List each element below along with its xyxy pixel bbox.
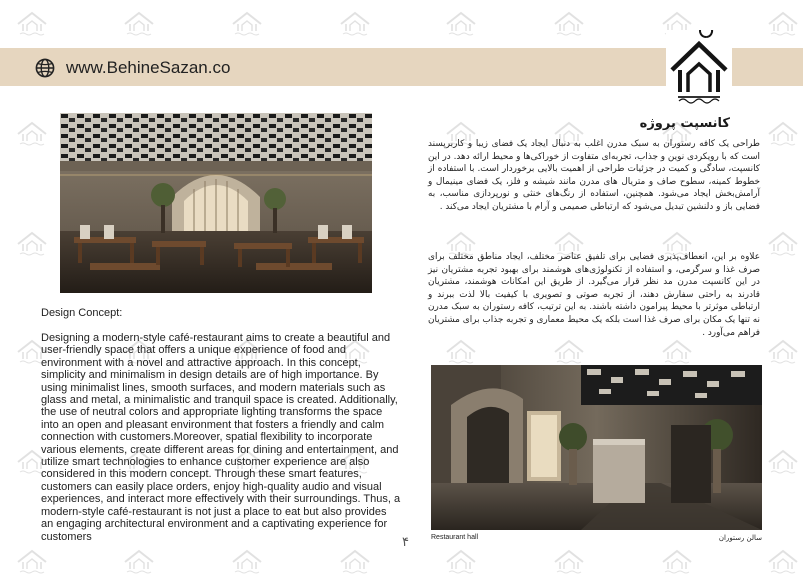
watermark-logo-icon (338, 10, 372, 36)
watermark-logo-icon (444, 10, 478, 36)
watermark-logo-icon (15, 120, 49, 146)
watermark-logo-icon (444, 548, 478, 574)
page-number: ۴ (402, 535, 409, 550)
watermark-logo-icon (338, 548, 372, 574)
watermark-logo-icon (552, 338, 586, 364)
watermark-logo-icon (122, 10, 156, 36)
watermark-logo-icon (766, 10, 800, 36)
watermark-logo-icon (552, 548, 586, 574)
watermark-logo-icon (766, 338, 800, 364)
watermark-logo-icon (766, 448, 800, 474)
photo-caption-english: Restaurant hall (431, 534, 479, 541)
restaurant-dining-area-photo (60, 113, 372, 293)
watermark-logo-icon (15, 548, 49, 574)
watermark-logo-icon (230, 10, 264, 36)
watermark-logo-icon (444, 338, 478, 364)
watermark-logo-icon (660, 338, 694, 364)
watermark-logo-icon (15, 230, 49, 256)
globe-icon (35, 58, 55, 78)
watermark-logo-icon (660, 548, 694, 574)
persian-paragraph-1: طراحی یک کافه رستوران به سبک مدرن اغلب به دنبال ایجاد یک فضای زیبا و کاربرپسند است که با رویکردی نوین و جذاب، تجربه‌ای متفاوت از خوراکی‌ها و محیط ارائه دهد. در این کانسپت، سادگی و کمیت در جزئیات طراحی از اهمیت بالایی برخوردار است. با استفاده از خطوط کمینه، سطوح صاف و متریال های مدرن مانند شیشه و فلز، یک فضای مینیمال و آرامش‌بخش ایجاد می‌شود. همچنین، استفاده از رنگ‌های خنثی و نورپردازی مناسب، به فضایی باز و دلنشین تبدیل می‌شود که ارتباطی صمیمی و آرام با مشتریان ایجاد می‌کند . (428, 139, 760, 212)
watermark-logo-icon (766, 230, 800, 256)
watermark-logo-icon (766, 120, 800, 146)
watermark-logo-icon (552, 10, 586, 36)
watermark-logo-icon (122, 548, 156, 574)
persian-section-title: کانسپت پروژه (639, 116, 730, 131)
house-logo-icon (666, 30, 732, 106)
restaurant-hall-photo (431, 365, 762, 530)
watermark-logo-icon (766, 548, 800, 574)
english-body-text: Designing a modern-style café-restaurant aims to create a beautiful and user-friendly space that offers a unique experience of food and environment with a novel and attractive approach. In this concept, simplicity and minimalism in design details are of high importance. By using minimalist lines, smooth surfaces, and modern materials such as glass and metal, a minimalistic and tranquil space is created. Additionally, the use of neutral colors and appropriate lighting transforms the space into an open and pleasant environment that fosters a friendly and calm connection with customers.Moreover, spatial flexibility to incorporate various elements, create different areas for dining and entertainment, and utilize smart technologies to enhance customer experience are also considered in this modern concept. Through these smart features, customers can easily place orders, enjoy high-quality audio and visual experiences, and interact more effectively with their surroundings. Thus, a modern-style café-restaurant is not just a place to eat but also provides an engaging architectural environment and a captivating experience for customers (41, 332, 401, 543)
watermark-logo-icon (15, 10, 49, 36)
english-section-title: Design Concept: (41, 307, 123, 319)
website-url[interactable]: www.BehineSazan.co (66, 58, 231, 77)
persian-paragraph-2: علاوه بر این، انعطاف‌پذیری فضایی برای تلفیق عناصر مختلف، ایجاد مناطق مختلف برای صرف غذا و سرگرمی، و استفاده از تکنولوژی‌های هوشمند برای بهبود تجربه مشتریان نیز در این کانسپت مدرن مد نظر قرار می‌گیرد. از طریق این امکانات هوشمند، مشتریان قادرند به راحتی سفارش دهند، از تجربه صوتی و تصویری با کیفیت بالا لذت ببرند و ارتباطی موثرتر با محیط پیرامون داشته باشند. به این ترتیب، کافه رستوران به سبک مدرن نه تنها یک مکان برای صرف غذا است بلکه یک محیط معماری و تجربه جذاب برای مشتریان فراهم می‌آورد . (428, 252, 760, 338)
photo-caption-persian: سالن رستوران (718, 534, 762, 542)
watermark-logo-icon (230, 548, 264, 574)
